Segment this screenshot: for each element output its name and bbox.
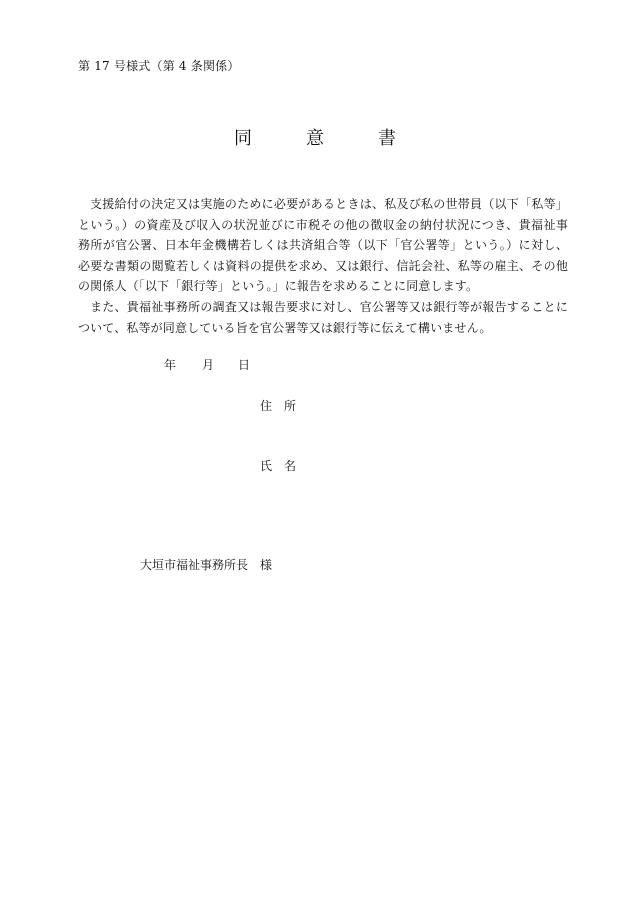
form-number-label: 第 17 号様式（第 4 条関係） [78,59,240,73]
consent-paragraph-2: また、貴福祉事務所の調査又は報告要求に対し、官公署等又は銀行等が報告することについて、私等が同意している旨を官公署等又は銀行等に伝えて構いません。 [78,299,568,335]
date-month-label: 月 [202,358,215,372]
date-day-label: 日 [238,358,251,372]
name-label: 氏 名 [260,459,297,473]
title-char-2: 意 [306,128,324,149]
date-year-label: 年 [164,358,177,372]
document-title [0,124,630,150]
recipient-line: 大垣市福祉事務所長 様 [140,558,273,572]
consent-paragraph-1: 支援給付の決定又は実施のために必要があるときは、私及び私の世帯員（以下「私等」という。）の資産及び収入の状況並びに市税その他の徴収金の納付状況につき、貴福祉事務所が官公署、日本年金機構若しくは共済組合等（以下「官公署等」という。）に対し、必要な書類の閲覧若しくは資料の提供を求め、又は銀行、信託会社、私等の雇主、その他の関係人（「以下「銀行等」という。」に報告を求めることに同意します。 [78,197,568,294]
title-char-1: 同 [234,128,252,149]
consent-body [78,194,568,338]
title-char-3: 書 [378,128,396,149]
address-label: 住 所 [260,399,297,413]
